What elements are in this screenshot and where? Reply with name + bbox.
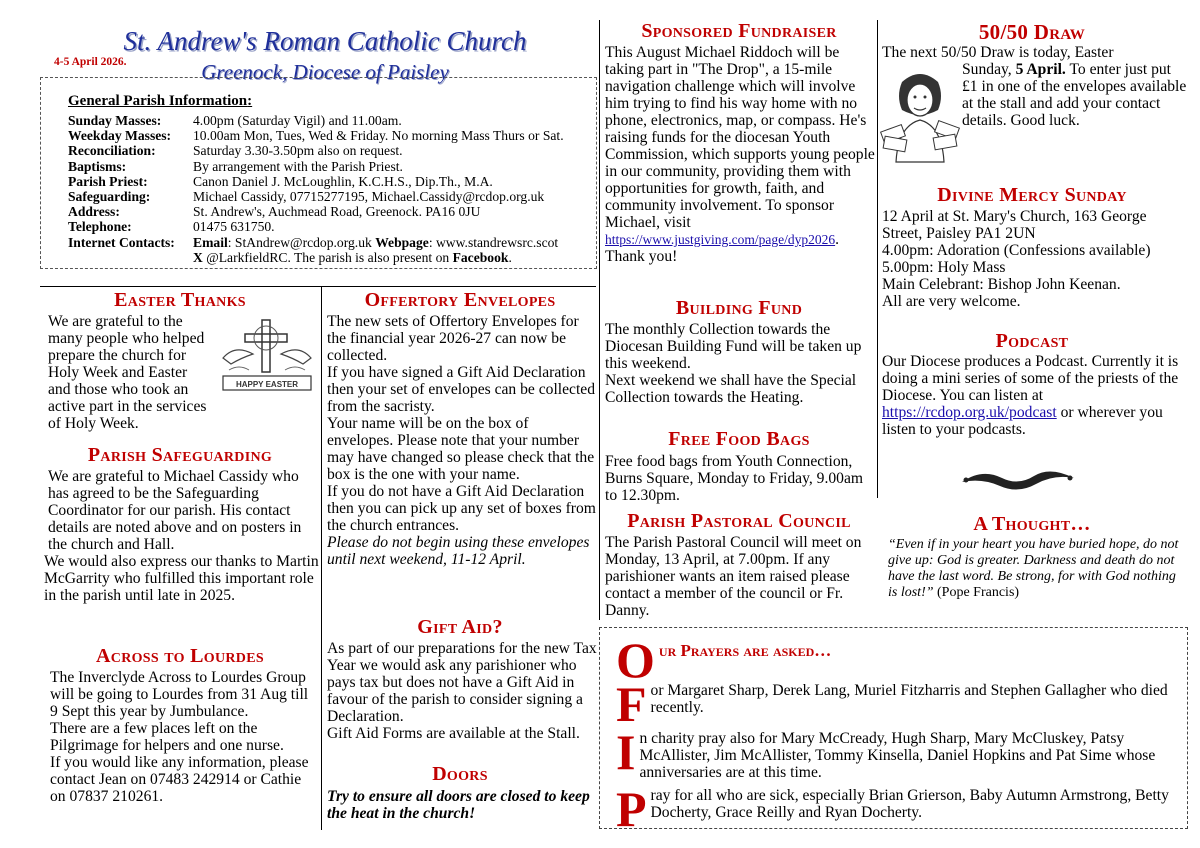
parish-info-row <box>68 189 593 204</box>
thought-heading: A Thought… <box>973 513 1091 535</box>
parish-info-label: Parish Priest: <box>68 173 148 189</box>
doors-heading: Doors <box>432 763 488 785</box>
parish-info-label: Telephone: <box>68 219 132 235</box>
x-label: X <box>193 249 203 265</box>
draw-heading: 50/50 Draw <box>978 20 1086 44</box>
parish-info-row <box>68 159 593 174</box>
safeguarding-p2: We would also express our thanks to Martin McGarrity who fulfilled this important role in the parish until late in 2025. <box>44 553 319 604</box>
lady-with-money-icon <box>880 64 960 164</box>
draw-date: 5 April. <box>1015 61 1066 78</box>
parish-info-label: Address: <box>68 204 120 220</box>
happy-easter-caption: HAPPY EASTER <box>235 380 299 389</box>
offertory-p2: If you have signed a Gift Aid Declaration then your set of envelopes can be collected from the sacristy. <box>327 364 596 415</box>
thought-quote: “Even if in your heart you have buried hope, do not give up: God is greater. Darkness and death do not have the last word. Be strong, for with God nothing is lost!” (Pope Francis) <box>888 537 1179 600</box>
across-lourdes-heading: Across to Lourdes <box>96 645 264 667</box>
fundraiser-thanks: Thank you! <box>605 248 678 265</box>
draw-line1: The next 50/50 Draw is today, Easter <box>882 44 1114 61</box>
doors-text: Try to ensure all doors are closed to keep the heat in the church! <box>327 788 590 822</box>
divine-mercy-text: 12 April at St. Mary's Church, 163 George Street, Paisley PA1 2UN 4.00pm: Adoration (Confessions available) 5.00pm: Holy Mass Main Celebrant: Bishop John Keenan. All are very welcome. <box>882 208 1151 310</box>
building-fund-heading: Building Fund <box>675 297 803 319</box>
building-fund-text <box>605 321 877 406</box>
parish-info <box>68 93 593 265</box>
divider-top-left <box>40 286 596 287</box>
parish-info-value: Saturday 3.30-3.50pm also on request. <box>193 143 403 159</box>
x-handle: @LarkfieldRC. The parish is also present on <box>202 249 453 265</box>
parish-info-row <box>68 219 593 234</box>
facebook-label: Facebook <box>452 249 509 265</box>
ornament-divider-icon <box>958 464 1078 494</box>
parish-info-value: 10.00am Mon, Tues, Wed & Friday. No morning Mass Thurs or Sat. <box>193 128 564 144</box>
divider-col2-col3 <box>599 20 600 620</box>
internet-contacts-row: Internet Contacts: Email: StAndrew@rcdop.org.uk Webpage: www.standrewsrc.scot X @LarkfieldRC. The parish is also present on Facebook. <box>68 234 559 265</box>
parish-info-value: Canon Daniel J. McLoughlin, K.C.H.S., Dip.Th., M.A. <box>193 173 493 189</box>
fundraiser-text: This August Michael Riddoch will be taking part in "The Drop", a 15-mile navigation challenge which will involve him trying to find his way home with no phone, electronics, map, or compass. He's raising funds for the diocesan Youth Commission, which supports young people in our community, providing them with opportunities for growth, faith, and community involvement. To sponsor Michael, visit https://www.justgiving.com/page/dyp2026. Thank you! <box>605 44 877 265</box>
fundraiser-heading: Sponsored Fundraiser <box>641 20 837 42</box>
lourdes-p3: If you would like any information, please contact Jean on 07483 242914 or Cathie on 07837 210261. <box>50 754 309 805</box>
church-subtitle: Greenock, Diocese of Paisley <box>201 60 449 84</box>
food-bags-heading: Free Food Bags <box>668 428 810 450</box>
offertory-p1: The new sets of Offertory Envelopes for the financial year 2026-27 can now be collected. <box>327 313 579 364</box>
easter-thanks-text: We are grateful to the many people who helped prepare the church for Holy Week and Easter and those who took an active part in the services of Holy Week. <box>48 313 207 432</box>
parish-info-row <box>68 113 593 128</box>
offertory-p5: Please do not begin using these envelopes until next weekend, 11-12 April. <box>327 534 590 568</box>
divine-mercy-heading: Divine Mercy Sunday <box>937 184 1127 206</box>
across-lourdes-text <box>50 669 318 805</box>
pastoral-council-text: The Parish Pastoral Council will meet on Monday, 13 April, at 7.00pm. If any parishioner wants an item raised please contact a member of the council or Fr. Danny. <box>605 534 862 619</box>
prayers-heading: O ur Prayers are asked… <box>616 638 832 680</box>
podcast-text: Our Diocese produces a Podcast. Currently it is doing a mini series of some of the priests of the Diocese. You can listen at https://rcdop.org.uk/podcast or wherever you listen to your podcasts. <box>882 353 1179 438</box>
food-bags-text: Free food bags from Youth Connection, Burns Square, Monday to Friday, 9.00am to 12.30pm. <box>605 453 863 504</box>
parish-info-value: Michael Cassidy, 07715277195, Michael.Cassidy@rcdop.org.uk <box>193 189 545 205</box>
parish-info-value: St. Andrew's, Auchmead Road, Greenock. PA16 0JU <box>193 204 481 220</box>
podcast-heading: Podcast <box>995 330 1069 352</box>
email-label: Email <box>193 234 228 250</box>
thought-attribution: (Pope Francis) <box>933 585 1020 600</box>
parish-info-row <box>68 143 593 158</box>
parish-info-value: 01475 631750. <box>193 219 275 235</box>
lourdes-p2: There are a few places left on the Pilgrimage for helpers and one nurse. <box>50 720 284 754</box>
lourdes-p1: The Inverclyde Across to Lourdes Group will be going to Lourdes from 31 Aug till 9 Sept this year by Jumbulance. <box>50 669 309 720</box>
offertory-p3: Your name will be on the box of envelopes. Please note that your number may have changed so please check that the box is the one with your name. <box>327 415 595 483</box>
webpage-value[interactable]: : www.standrewsrc.scot <box>428 234 559 250</box>
podcast-link[interactable]: https://rcdop.org.uk/podcast <box>882 404 1057 421</box>
church-title: St. Andrew's Roman Catholic Church <box>123 26 527 56</box>
prayer-item-deceased: For Margaret Sharp, Derek Lang, Muriel Fitzharris and Stephen Gallagher who died recently. <box>616 676 1168 732</box>
parish-info-row <box>68 204 593 219</box>
prayer-item-sick: Pray for all who are sick, especially Brian Grierson, Baby Autumn Armstrong, Betty Docherty, Grace Reilly and Ryan Docherty. <box>616 781 1169 837</box>
building-fund-p2: Next weekend we shall have the Special Collection towards the Heating. <box>605 372 857 406</box>
gift-aid-text <box>327 640 597 742</box>
parish-info-value: By arrangement with the Parish Priest. <box>193 158 403 174</box>
bulletin-date: 4-5 April 2026. <box>54 56 127 68</box>
gift-aid-p1: As part of our preparations for the new Tax Year we would ask any parishioner who pays tax but does not have a Gift Aid in favour of the parish to consider signing a Declaration. <box>327 640 597 725</box>
parish-info-label: Weekday Masses: <box>68 128 172 144</box>
justgiving-link[interactable]: https://www.justgiving.com/page/dyp2026 <box>605 232 836 247</box>
parish-safeguarding-text <box>44 468 322 604</box>
divider-col3-col4 <box>877 20 878 498</box>
parish-info-heading: General Parish Information: <box>68 93 253 109</box>
gift-aid-heading: Gift Aid? <box>417 616 503 638</box>
parish-info-row <box>68 174 593 189</box>
draw-text: Sunday, 5 April. To enter just put £1 in one of the envelopes available at the stall and add your contact details. Good luck. <box>962 61 1187 129</box>
offertory-p4: If you do not have a Gift Aid Declaration then you can pick up any set of boxes from the church entrances. <box>327 483 596 534</box>
prayers-section <box>616 638 1176 835</box>
parish-info-rows <box>68 113 593 235</box>
gift-aid-p2: Gift Aid Forms are available at the Stall. <box>327 725 580 742</box>
easter-thanks-heading: Easter Thanks <box>114 289 246 311</box>
parish-info-label: Reconciliation: <box>68 143 156 159</box>
parish-safeguarding-heading: Parish Safeguarding <box>87 444 273 466</box>
offertory-text <box>327 313 597 568</box>
safeguarding-p1: We are grateful to Michael Cassidy who has agreed to be the Safeguarding Coordinator for our parish. His contact details are noted above and on posters in the church and Hall. <box>48 468 302 553</box>
easter-cross-icon <box>215 316 319 396</box>
prayer-item-anniversaries: In charity pray also for Mary McCready, Hugh Sharp, Mary McCluskey, Patsy McAllister, Jim McAllister, Tommy Kinsella, Daniel Hopkins and Pat Sime whose anniversaries are at this time. <box>616 724 1156 781</box>
parish-info-label: Sunday Masses: <box>68 113 162 128</box>
internet-contacts-label: Internet Contacts: <box>68 234 175 250</box>
parish-info-label: Baptisms: <box>68 158 127 174</box>
offertory-heading: Offertory Envelopes <box>364 289 556 311</box>
webpage-label: Webpage <box>375 234 429 250</box>
building-fund-p1: The monthly Collection towards the Diocesan Building Fund will be taken up this weekend. <box>605 321 862 372</box>
pastoral-council-heading: Parish Pastoral Council <box>627 510 851 532</box>
parish-info-label: Safeguarding: <box>68 189 151 205</box>
parish-info-value: 4.00pm (Saturday Vigil) and 11.00am. <box>193 113 402 128</box>
email-value[interactable]: : StAndrew@rcdop.org.uk <box>227 234 376 250</box>
parish-info-row <box>68 128 593 143</box>
